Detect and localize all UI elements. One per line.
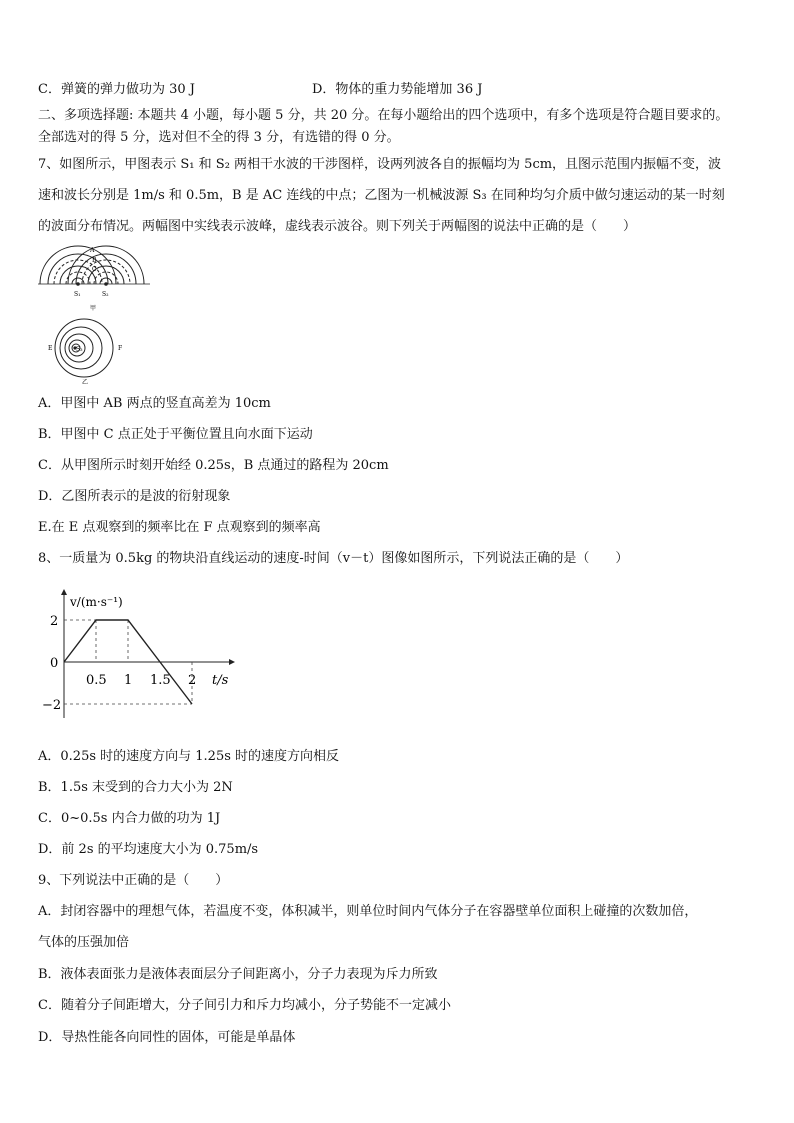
source-s2-label: S₂ — [102, 291, 109, 298]
prev-option-c: C．弹簧的弹力做功为 30 J — [38, 82, 195, 97]
q9-stem: 9、下列说法中正确的是（ ） — [38, 873, 229, 888]
y-tick-label: −2 — [42, 698, 62, 713]
point-c-label: C — [92, 266, 97, 273]
q7-option-e: E.在 E 点观察到的频率比在 F 点观察到的频率高 — [38, 520, 321, 535]
vt-graph — [36, 586, 246, 726]
point-e-label: E — [48, 345, 53, 352]
source-s1-dot — [76, 282, 80, 286]
q8-stem: 8、一质量为 0.5kg 的物块沿直线运动的速度-时间（v－t）图像如图所示，下列说法正确的是（ ） — [38, 551, 629, 566]
q7-option-c: C．从甲图所示时刻开始经 0.25s，B 点通过的路程为 20cm — [38, 458, 389, 473]
q7-stem-line-1: 7、如图所示，甲图表示 S₁ 和 S₂ 两相干水波的干涉图样，设两列波各自的振幅均为 5cm，且图示范围内振幅不变，波 — [38, 157, 722, 172]
q8-option-b: B．1.5s 末受到的合力大小为 2N — [38, 780, 233, 795]
q8-option-d: D．前 2s 的平均速度大小为 0.75m/s — [38, 842, 259, 857]
x-tick-label: 2 — [188, 673, 197, 688]
q8-option-c: C．0~0.5s 内合力做的功为 1J — [38, 811, 221, 826]
section-header-line-2: 全部选对的得 5 分，选对但不全的得 3 分，有选错的得 0 分。 — [38, 130, 400, 145]
q9-option-b: B．液体表面张力是液体表面层分子间距离小，分子力表现为斥力所致 — [38, 967, 438, 982]
source-s1-label: S₁ — [74, 291, 81, 298]
q7-option-a: A．甲图中 AB 两点的竖直高差为 10cm — [38, 396, 271, 411]
q7-option-d: D．乙图所表示的是波的衍射现象 — [38, 489, 231, 504]
q7-option-b: B．甲图中 C 点正处于平衡位置且向水面下运动 — [38, 427, 313, 442]
moving-source-figure — [48, 316, 130, 386]
q9-option-c: C．随着分子间距增大，分子间引力和斥力均减小，分子势能不一定减小 — [38, 998, 451, 1013]
x-tick-label: 1.5 — [150, 673, 171, 688]
q9-option-a-line-1: A．封闭容器中的理想气体，若温度不变，体积减半，则单位时间内气体分子在容器壁单位面积上碰撞的次数加倍， — [38, 904, 698, 919]
interference-figure — [36, 244, 166, 314]
x-axis-label: t/s — [212, 673, 229, 688]
point-a-label: A — [90, 247, 95, 254]
q9-option-a-line-2: 气体的压强加倍 — [38, 935, 130, 950]
point-b-label: B — [92, 257, 97, 264]
prev-question-options — [38, 80, 760, 100]
section-header-line-1: 二、多项选择题: 本题共 4 小题，每小题 5 分，共 20 分。在每小题给出的四个选项中，有多个选项是符合题目要求的。 — [38, 108, 729, 123]
q9-option-d: D．导热性能各向同性的固体，可能是单晶体 — [38, 1030, 296, 1045]
x-tick-label: 0.5 — [86, 673, 107, 688]
y-tick-label: 0 — [50, 656, 59, 671]
prev-option-d: D．物体的重力势能增加 36 J — [312, 82, 483, 97]
figure-yi-caption: 乙 — [82, 379, 89, 386]
q8-option-a: A．0.25s 时的速度方向与 1.25s 时的速度方向相反 — [38, 749, 340, 764]
point-f-label: F — [118, 345, 123, 352]
q7-stem-line-2: 速和波长分别是 1m/s 和 0.5m，B 是 AC 连线的中点；乙图为一机械波源 S₃ 在同种均匀介质中做匀速运动的某一时刻 — [38, 188, 725, 203]
x-tick-label: 1 — [124, 673, 133, 688]
q7-stem-line-3: 的波面分布情况。两幅图中实线表示波峰，虚线表示波谷。则下列关于两幅图的说法中正确的是（ ） — [38, 219, 637, 234]
source-s2-dot — [104, 282, 108, 286]
y-axis-label: v/(m·s⁻¹) — [70, 595, 123, 609]
figure-jia-caption: 甲 — [90, 305, 97, 312]
y-tick-label: 2 — [50, 614, 59, 629]
source-s3-label: S₃ — [76, 346, 83, 353]
